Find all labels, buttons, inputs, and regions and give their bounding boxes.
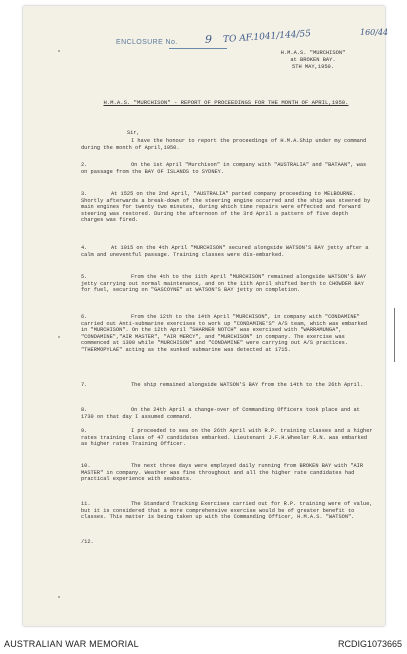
paragraph-number: 11. (81, 501, 91, 507)
punch-hole (58, 336, 60, 338)
header-location: at BROKEN BAY. (290, 57, 336, 63)
paragraph-number: 5. (81, 274, 88, 280)
continuation-marker: /12. (81, 539, 94, 545)
paragraph-number: 2. (81, 162, 88, 168)
margin-bracket (389, 308, 395, 362)
salutation: Sir, (127, 130, 140, 136)
enclosure-stamp: ENCLOSURE No. (116, 39, 178, 46)
paragraph-2: On the 1st April "Murchison" in company with "AUSTRALIA" and "BATAAN", was on passage from the BAY OF ISLANDS to SYDNEY. (81, 162, 367, 175)
archive-name: AUSTRALIAN WAR MEMORIAL (4, 639, 139, 649)
report-title: H.M.A.S. "MURCHISON" - REPORT OF PROCEEDINGS FOR THE MONTH OF APRIL,1950. (103, 99, 349, 106)
handwritten-reference: TO AF.1041/144/55 (222, 28, 312, 46)
paragraph-number: 10. (81, 463, 91, 469)
punch-hole (58, 596, 60, 598)
paragraph-10: The next three days were employed daily running from BROKEN BAY with "AIR MASTER" in company. Weather was fine throughout and all the higher rate candidates had practical experience with seaboats. (81, 463, 364, 483)
archive-footer (0, 628, 407, 654)
handwritten-page-ref: 160/44 (360, 28, 389, 37)
paragraph-5: From the 4th to the 11th April "MURCHISON" remained alongside WATSON'S BAY jetty carrying out normal maintenance, and on the 11th April shifted berth to CHOWDER BAY for fuel, securing on "GASCOYNE" at WATSON'S BAY jetty on completion. (81, 274, 367, 294)
handwritten-enclosure-number: 9 (205, 33, 212, 46)
paragraph-1: I have the honour to report the proceedings of H.M.A.Ship under my command during the month of April,1950. (81, 138, 367, 151)
paragraph-7: The ship remained alongside WATSON'S BAY from the 14th to the 26th April. (131, 382, 364, 388)
paragraph-8: On the 24th April a change-over of Commanding Officers took place and at 1730 on that day I assumed command. (81, 407, 360, 420)
stamp-underline (169, 48, 227, 49)
paragraph-6: From the 12th to the 14th April "MURCHISON", in company with "CONDAMINE" carried out Anti-submarine exercises to work up "CONDAMINE'S" A/S team, which was embarked in "MURCHISON". On the 12th April "SHARNER NOTCH" was exercised with "WARRAMUNGA", "CONDAMINE","AIR MASTER", "AIR MERCY", and "MURCHISON" in company. The exercise was commenced at 1300 while "MURCHISON" and "CONDAMINE" were carrying out A/S practices. "THERMOPYLAE" acting as the sunked submarine was detected at 1715. (81, 314, 368, 353)
header-ship: H.M.A.S. "MURCHISON" (280, 50, 346, 56)
paragraph-11: The Standard Tracking Exercises carried out for R.P. training were of value, but it is considered that a more comprehensive exercise would be of greater benefit to classes. This matter is being taken up with the Commanding Officer, H.M.A.S. "WATSON". (81, 501, 373, 521)
paragraph-number: 6. (81, 314, 88, 320)
paragraph-number: 7. (81, 382, 88, 388)
archive-id: RCDIG1073665 (337, 639, 402, 649)
paragraph-9: I proceeded to sea on the 26th April with R.P. training classes and a higher rates training class of 47 candidates embarked. Lieutenant J.F.H.Wheeler R.N. was embarked as higher rates Training Officer. (81, 428, 373, 448)
punch-hole (58, 50, 60, 52)
paragraph-4: At 1015 on the 4th April "MURCHISON" secured alongside WATSON'S BAY jetty after a calm and uneventful passage. Training classes were dis-embarked. (81, 245, 369, 258)
paragraph-number: 3. (81, 191, 88, 197)
document-page (23, 6, 389, 626)
paragraph-number: 9. (81, 428, 88, 434)
letter-header (253, 50, 373, 71)
header-date: 5TH MAY,1950. (291, 64, 335, 70)
paragraph-number: 4. (81, 245, 88, 251)
paragraph-number: 8. (81, 407, 88, 413)
paragraph-3: At 1525 on the 2nd April, "AUSTRALIA" parted company proceeding to MELBOURNE. Shortly afterwards a break-down of the steering engine occurred and the ship was steered by main engines for twenty two minutes, during which time repairs were effected and forward steering was restored. During the afternoon of the 3rd April a pattern of five depth charges was fired. (81, 191, 371, 224)
